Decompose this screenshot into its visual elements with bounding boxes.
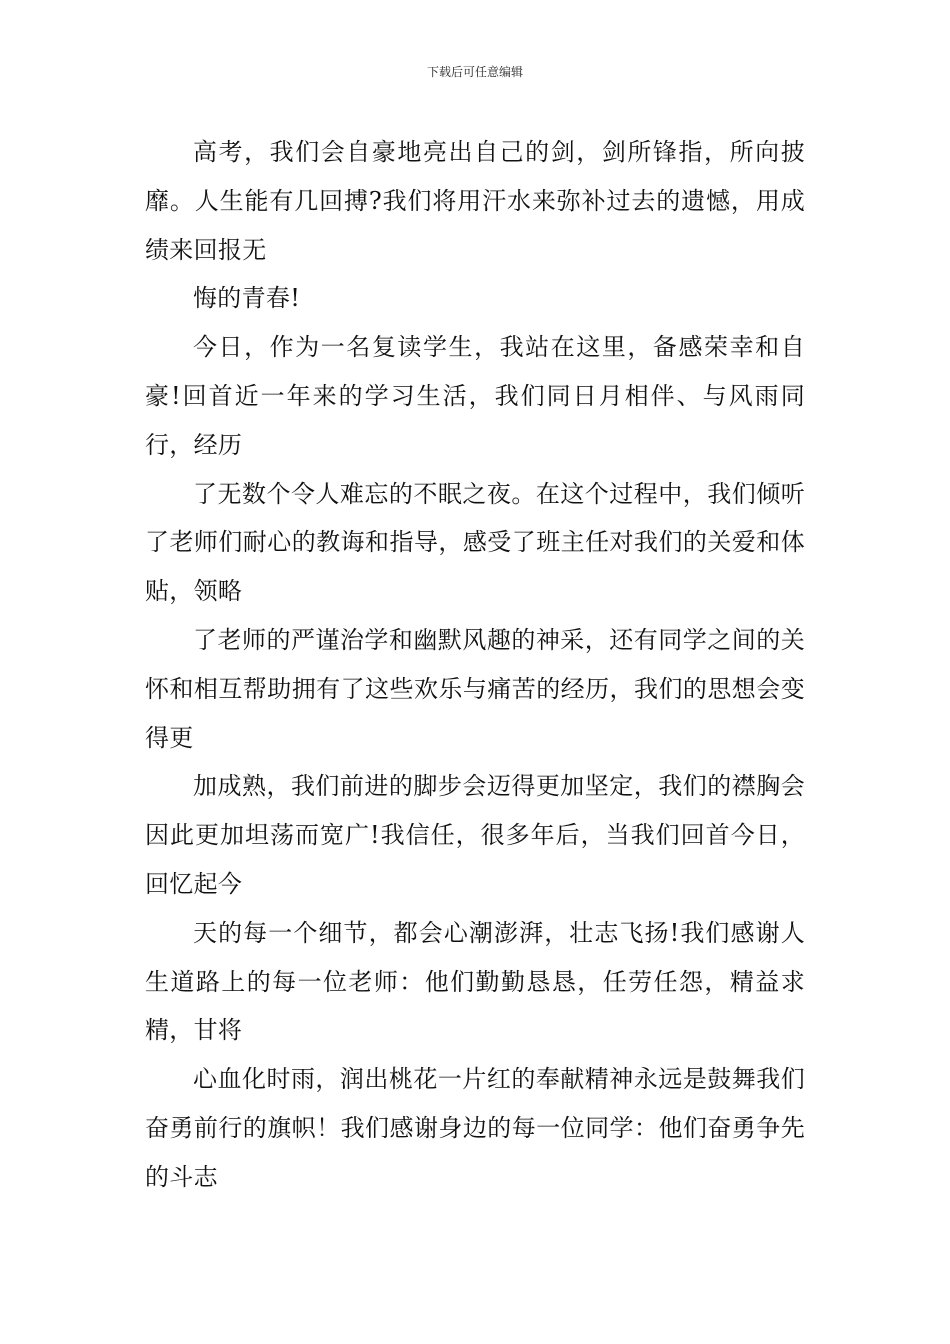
paragraph: [145, 909, 805, 1055]
paragraph: [145, 323, 805, 469]
paragraph: [145, 1055, 805, 1201]
text-line: 悔的青春!: [193, 284, 301, 313]
paragraph: [145, 616, 805, 762]
text-line: 人生道路上的每一位老师：他们勤勤恳恳，任劳任怨，精: [145, 918, 805, 996]
document-body: [145, 128, 805, 1202]
text-line: 的关怀和相互帮助拥有了这些欢乐与痛苦的经历，我们的: [145, 625, 805, 703]
text-line: 加成熟，我们前进的脚步会迈得更加坚定，我们的襟: [193, 772, 757, 801]
text-line: 用成绩来回报无: [145, 186, 805, 264]
text-line: 思想会变得更: [145, 674, 805, 752]
text-line: 今日，回忆起今: [145, 821, 806, 898]
paragraph: [145, 274, 805, 323]
text-line: 了老师的严谨治学和幽默风趣的神采，还有同学之间: [193, 625, 757, 654]
text-line: 胸会因此更加坦荡而宽广!我信任，很多年后，当我们回首: [145, 772, 805, 850]
text-line: 天的每一个细节，都会心潮澎湃，壮志飞扬!我们感谢: [193, 918, 781, 947]
text-line: 奋勇争先的斗志: [145, 1113, 805, 1191]
text-line: 今日，作为一名复读学生，我站在这里，备感荣幸和: [193, 333, 781, 362]
text-line: 心血化时雨，润出桃花一片红的奉献精神永远是鼓舞: [193, 1065, 757, 1094]
text-line: 了无数个令人难忘的不眠之夜。在这个过程中，我们: [193, 479, 757, 508]
paragraph: [145, 128, 805, 274]
text-line: 倾听了老师们耐心的教诲和指导，感受了班主任对我们的: [145, 479, 805, 557]
text-line: 披靡。人生能有几回搏?我们将用汗水来弥补过去的遗憾，: [145, 138, 805, 215]
paragraph: [145, 762, 805, 908]
text-line: 益求精，甘将: [145, 967, 805, 1045]
paragraph: [145, 470, 805, 616]
page-header: 下载后可任意编辑: [426, 65, 523, 79]
text-line: 高考，我们会自豪地亮出自己的剑，剑所锋指，所向: [193, 138, 781, 166]
text-line: 我们奋勇前行的旗帜！我们感谢身边的每一位同学：他们: [145, 1065, 805, 1142]
text-line: 关爱和体贴，领略: [145, 528, 805, 606]
text-line: 同行，经历: [145, 381, 805, 459]
text-line: 自豪!回首近一年来的学习生活，我们同日月相伴、与风雨: [145, 333, 805, 410]
